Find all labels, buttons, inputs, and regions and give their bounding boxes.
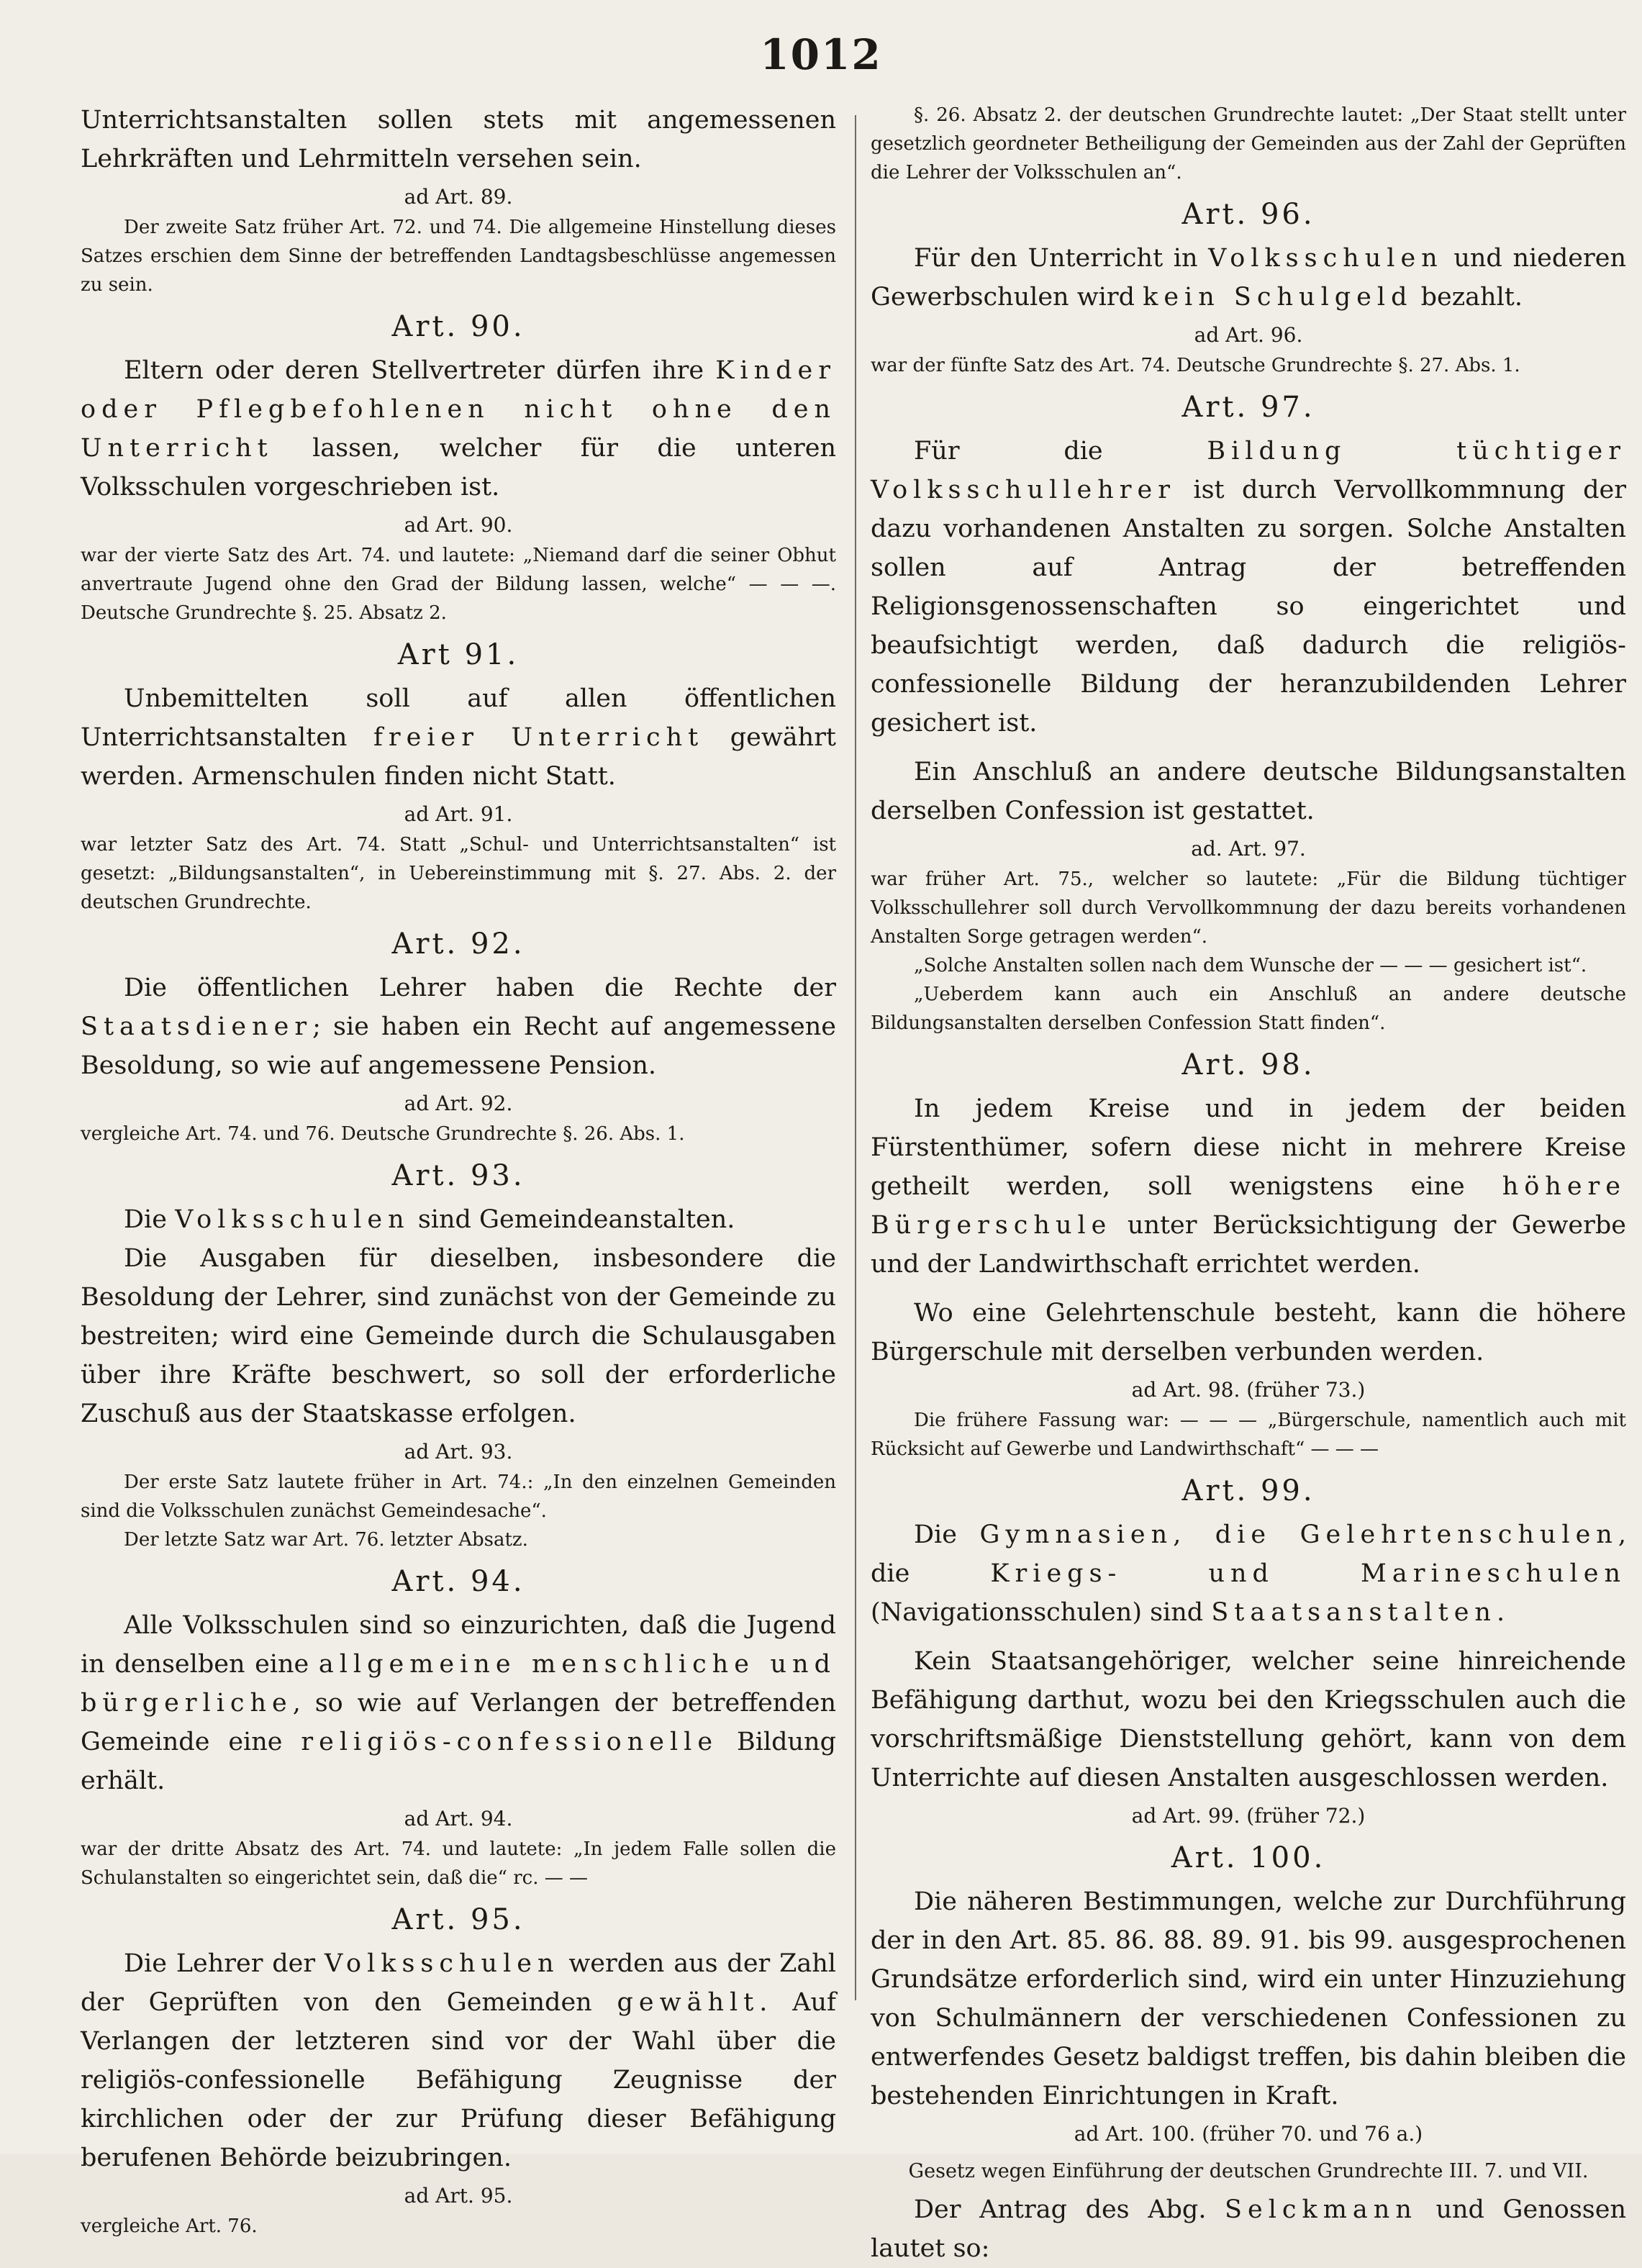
paragraph-art91 (81, 679, 836, 796)
article-heading-92: Art. 92. (391, 927, 525, 961)
spaced-emphasis: religiös-confessionelle (301, 1728, 719, 1756)
paragraph-art100: Die näheren Bestimmungen, welche zur Durchführung der in den Art. 85. 86. 88. 89. 91. bis 99. ausgesprochenen Grundsätze erforderlich sind, wird ein unter Hinzuziehung von Schulmännern der verschiedenen Confessionen zu entwerfendes Gesetz baldigst treffen, bis dahin bleiben die bestehenden Einrichtungen in Kraft. (871, 1887, 1626, 2110)
paragraph-antrag (871, 2190, 1626, 2268)
note-art98: Die frühere Fassung war: — — — „Bürgerschule, namentlich auch mit Rücksicht auf Gewerbe und Landwirthschaft“ — — — (871, 1410, 1626, 1460)
note-art97b: „Solche Anstalten sollen nach dem Wunsche der — — — gesichert ist“. (914, 955, 1587, 976)
page-number: 1012 (760, 30, 882, 79)
paragraph-art98a (871, 1089, 1626, 1284)
article-heading-95: Art. 95. (391, 1903, 525, 1936)
text-run: unter Berücksichtigung der Gewerbe und der Landwirthschaft errichtet werden. (871, 1211, 1626, 1279)
text-run: Die öffentlichen Lehrer haben die Rechte der (124, 974, 836, 1002)
paragraph-art93b: Die Ausgaben für dieselben, insbesondere die Besoldung der Lehrer, sind zunächst von der Gemeinde zu bestreiten; wird eine Gemeinde durch die Schulausgaben über ihre Kräfte beschwert, so soll der erforderliche Zuschuß aus der Staatskasse erfolgen. (81, 1244, 836, 1428)
text-run: , so wie auf Verlangen der betreffenden Gemeinde eine (81, 1689, 836, 1756)
note-heading-art94: ad Art. 94. (404, 1807, 513, 1831)
article-heading-96: Art. 96. (1181, 198, 1315, 231)
note-heading-art91: ad Art. 91. (404, 802, 513, 826)
paragraph-art93a (81, 1200, 836, 1239)
text-run: werden aus der Zahl der Geprüften von den Gemeinden (81, 1949, 836, 2017)
text-run: Für die (914, 437, 1207, 466)
paragraph-art97a (871, 432, 1626, 743)
note-art93b: Der letzte Satz war Art. 76. letzter Absatz. (124, 1529, 528, 1551)
text-run: lassen, welcher für die unteren Volksschulen vorgeschrieben ist. (81, 434, 836, 502)
note-art90: war der vierte Satz des Art. 74. und lautete: „Niemand darf die seiner Obhut anvertraute Jugend ohne den Grad der Bildung lassen, welche“ — — —. Deutsche Grundrechte §. 25. Absatz 2. (81, 545, 836, 624)
text-run: Unbemittelten soll auf allen öffentlichen Unterrichtsanstalten (81, 684, 836, 752)
text-run: , die (871, 1520, 1626, 1588)
text-run: und niederen Gewerbschulen wird (871, 244, 1626, 312)
text-run: In jedem Kreise und in jedem der beiden Fürstenthümer, sofern diese nicht in mehrere Kreise getheilt werden, soll wenigstens eine (871, 1094, 1626, 1201)
spaced-emphasis: Kriegs- und Marineschulen (990, 1559, 1626, 1588)
spaced-emphasis: Kinder oder Pflegbefohlenen nicht ohne den Unterricht (81, 356, 836, 463)
spaced-emphasis: Staatsanstalten (1211, 1598, 1497, 1627)
article-heading-94: Art. 94. (391, 1565, 525, 1598)
text-run: Die (914, 1520, 980, 1549)
note-heading-art96: ad Art. 96. (1194, 323, 1303, 347)
paragraph-art95 (81, 1944, 836, 2177)
article-heading-90: Art. 90. (391, 310, 525, 343)
note-heading-art90: ad Art. 90. (404, 513, 513, 537)
note-art100: Gesetz wegen Einführung der deutschen Grundrechte III. 7. und VII. (908, 2160, 1589, 2182)
spaced-emphasis: Staatsdiener (81, 1012, 313, 1041)
note-art94: war der dritte Absatz des Art. 74. und lautete: „In jedem Falle sollen die Schulanstalten so eingerichtet sein, daß die“ rc. — — (81, 1838, 836, 1889)
spaced-emphasis: freier Unterricht (373, 723, 704, 752)
text-run: gewährt werden. Armenschulen finden nicht Statt. (81, 723, 836, 791)
text-run: Alle Volksschulen sind so einzurichten, daß die Jugend in denselben eine (81, 1611, 836, 1679)
note-art97a: war früher Art. 75., welcher so lautete: „Für die Bildung tüchtiger Volksschullehrer soll durch Vervollkommnung der dazu bereits vorhandenen Anstalten Sorge getragen werden“. (871, 868, 1626, 948)
text-run: sind Gemeindeanstalten. (409, 1205, 735, 1234)
text-run: und Genossen lautet so: (871, 2195, 1626, 2263)
spaced-emphasis: Volksschulen (175, 1205, 410, 1234)
note-art91: war letzter Satz des Art. 74. Statt „Schul- und Unterrichtsanstalten“ ist gesetzt: „Bildungsanstalten“, in Uebereinstimmung mit §. 27. Abs. 2. der deutschen Grundrechte. (81, 834, 836, 913)
text-run: . Auf Verlangen der letzteren sind vor der Wahl über die religiös-confessionelle Befähigung Zeugnisse der kirchlichen oder der zur Prüfung dieser Befähigung berufenen Behörde beizubringen. (81, 1988, 836, 2172)
note-heading-art100: ad Art. 100. (früher 70. und 76 a.) (1074, 2122, 1423, 2146)
left-column (81, 101, 836, 2241)
column-divider (855, 115, 856, 2000)
paragraph-art92 (81, 969, 836, 1085)
note-art93a: Der erste Satz lautete früher in Art. 74.: „In den einzelnen Gemeinden sind die Volksschulen zunächst Gemeindesache“. (81, 1471, 836, 1522)
spaced-emphasis: kein Schulgeld (1143, 283, 1413, 312)
spaced-emphasis: Selckmann (1225, 2195, 1418, 2224)
spaced-emphasis: Bildung tüchtiger Volksschullehrer (871, 437, 1627, 504)
paragraph-art99a (871, 1515, 1626, 1632)
paragraph-art96 (871, 239, 1626, 317)
spaced-emphasis: allgemeine menschliche und bürgerliche (81, 1650, 836, 1718)
text-run: Die (124, 1205, 176, 1234)
article-heading-91: Art 91. (397, 638, 520, 671)
text-run: Bildung erhält. (81, 1728, 836, 1795)
note-heading-art92: ad Art. 92. (404, 1092, 513, 1115)
spaced-emphasis: höhere Bürgerschule (871, 1172, 1626, 1240)
spaced-emphasis: Gymnasien, die Gelehrtenschulen (979, 1520, 1618, 1549)
text-run: Die Lehrer der (124, 1949, 325, 1978)
article-heading-97: Art. 97. (1181, 391, 1315, 424)
note-art96: war der fünfte Satz des Art. 74. Deutsche Grundrechte §. 27. Abs. 1. (871, 355, 1520, 376)
text-run: (Navigationsschulen) sind (871, 1598, 1212, 1627)
article-heading-98: Art. 98. (1181, 1048, 1315, 1081)
note-heading-art99: ad Art. 99. (früher 72.) (1131, 1804, 1366, 1828)
note-art95: vergleiche Art. 76. (81, 2215, 258, 2237)
text-run: Für den Unterricht in (914, 244, 1209, 273)
text-run: . (1496, 1598, 1505, 1627)
note-heading-art98: ad Art. 98. (früher 73.) (1131, 1378, 1366, 1402)
paragraph-art89-text: Unterrichtsanstalten sollen stets mit angemessenen Lehrkräften und Lehrmitteln versehen sein. (81, 106, 836, 173)
paragraph-art94 (81, 1606, 836, 1800)
note-heading-art95: ad Art. 95. (404, 2184, 513, 2208)
paragraph-art90 (81, 351, 836, 507)
note-heading-art97: ad. Art. 97. (1191, 837, 1306, 861)
note-heading-art89: ad Art. 89. (404, 185, 513, 209)
note-art89: Der zweite Satz früher Art. 72. und 74. Die allgemeine Hinstellung dieses Satzes erschien dem Sinne der betreffenden Landtagsbeschlüsse angemessen zu sein. (81, 217, 836, 296)
article-heading-100: Art. 100. (1171, 1841, 1326, 1874)
note-heading-art93: ad Art. 93. (404, 1440, 513, 1464)
spaced-emphasis: Volksschulen (324, 1949, 560, 1978)
text-run: ; sie haben ein Recht auf angemessene Besoldung, so wie auf angemessene Pension. (81, 1012, 836, 1080)
note-art97c: „Ueberdem kann auch ein Anschluß an andere deutsche Bildungsanstalten derselben Confession Statt finden“. (871, 984, 1626, 1034)
text-run: Eltern oder deren Stellvertreter dürfen ihre (124, 356, 716, 385)
note-art95-continued: §. 26. Absatz 2. der deutschen Grundrechte lautet: „Der Staat stellt unter gesetzlich geordneter Betheiligung der Gemeinden aus der Zahl der Geprüften die Lehrer der Volksschulen an“. (871, 104, 1626, 183)
text-run: Der Antrag des Abg. (914, 2195, 1225, 2224)
paragraph-art97b: Ein Anschluß an andere deutsche Bildungsanstalten derselben Confession ist gestattet. (871, 758, 1626, 825)
paragraph-art99b: Kein Staatsangehöriger, welcher seine hinreichende Befähigung darthut, wozu bei den Kriegsschulen auch die vorschriftsmäßige Dienststellung gehört, kann von dem Unterrichte auf diesen Anstalten ausgeschlossen werden. (871, 1647, 1626, 1792)
spaced-emphasis: Volksschulen (1208, 244, 1443, 273)
spaced-emphasis: gewählt (617, 1988, 760, 2017)
text-run: ist durch Vervollkommnung der dazu vorhandenen Anstalten zu sorgen. Solche Anstalten sollen auf Antrag der betreffenden Religionsgenossenschaften so eingerichtet und beaufsichtigt werden, daß dadurch die religiös-confessionelle Bildung der heranzubildenden Lehrer gesichert ist. (871, 476, 1626, 738)
right-column (871, 101, 1626, 2268)
note-art92: vergleiche Art. 74. und 76. Deutsche Grundrechte §. 26. Abs. 1. (81, 1123, 685, 1145)
article-heading-93: Art. 93. (391, 1159, 525, 1192)
paragraph-art98b: Wo eine Gelehrtenschule besteht, kann die höhere Bürgerschule mit derselben verbunden werden. (871, 1299, 1626, 1366)
article-heading-99: Art. 99. (1181, 1474, 1315, 1507)
text-run: bezahlt. (1412, 283, 1523, 312)
